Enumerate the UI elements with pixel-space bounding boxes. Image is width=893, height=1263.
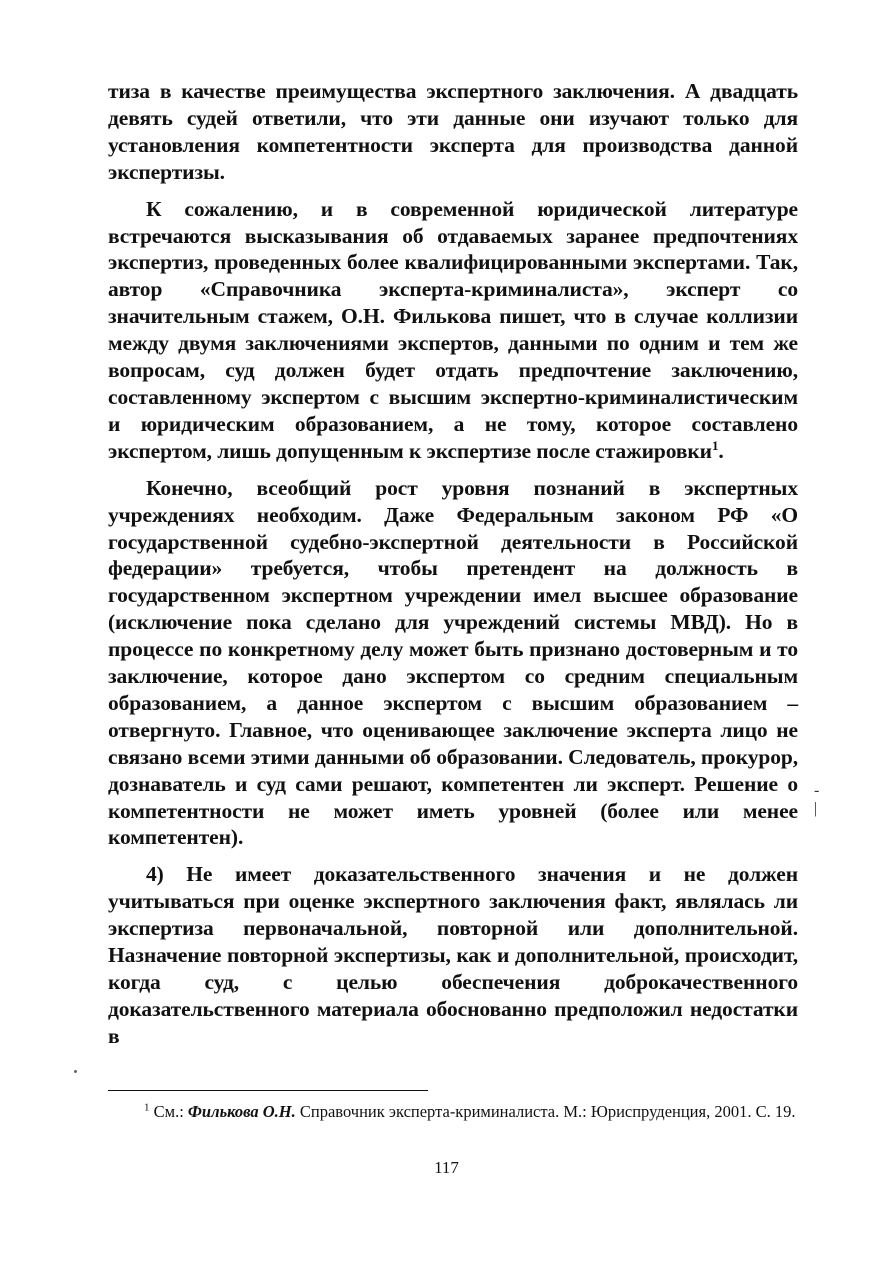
paragraph-4 [108, 861, 798, 1049]
margin-mark: - | [814, 782, 820, 817]
paragraph-3 [108, 475, 798, 852]
margin-dot [74, 1070, 77, 1073]
footnote [108, 1100, 798, 1123]
paragraph-2-text: К сожалению, и в современной юридической литературе встречаются высказывания об отдаваемых заранее предпочтениях экспертиз, проведенных более квалифицированными экспертами. Так, автор «Справочника эксперта-криминалиста», эксперт со значительным стажем, О.Н. Филькова пишет, что в случае коллизии между двумя заключениями экспертов, данными по одним и тем же вопросам, суд должен будет отдать предпочтение заключению, составленному экспертом с высшим экспертно-криминалистическим и юридическим образованием, а не тому, которое составлено экспертом, лишь допущенным к экспертизе после стажировки [108, 196, 798, 463]
footnote-prefix: См.: [149, 1102, 188, 1121]
footnote-reference[interactable]: 1 [711, 437, 719, 453]
footnote-author: Филькова О.Н. [187, 1102, 296, 1121]
paragraph-1 [108, 78, 798, 186]
page-number: 117 [434, 1158, 459, 1177]
paragraph-2-tail: . [718, 438, 724, 463]
footnote-number: 1 [144, 1101, 150, 1114]
paragraph-4-text: 4) Не имеет доказательственного значения и не должен учитываться при оценке экспертного заключения факт, являлась ли экспертиза первоначальной, повторной или дополнительной. Назначение повторной экспертизы, как и дополнительной, происходит, когда суд, с целью обеспечения доброкачественного доказательственного материала обоснованно предположил недостатки в [108, 862, 798, 1048]
paragraph-3-text: Конечно, всеобщий рост уровня познаний в экспертных учреждениях необходим. Даже Федеральным законом РФ «О государственной судебно-экспертной деятельности в Российской федерации» требуется, чтобы претендент на должность в государственном экспертном учреждении имел высшее образование (исключение пока сделано для учреждений системы МВД). Но в процессе по конкретному делу может быть признано достоверным и то заключение, которое дано экспертом со средним специальным образованием, а данное экспертом с высшим образованием – отвергнуто. Главное, что оценивающее заключение эксперта лицо не связано всеми этими данными об образовании. Следователь, прокурор, дознаватель и суд сами решают, компетентен ли эксперт. Решение о компетентности не может иметь уровней (более или менее компетентен). [108, 475, 798, 850]
paragraph-1-text: тиза в качестве преимущества экспертного заключения. А двадцать девять судей ответили, что эти данные они изучают только для установления компетентности эксперта для производства данной экспертизы. [108, 79, 798, 184]
page-body [108, 78, 798, 1060]
footnote-citation: Справочник эксперта-криминалиста. М.: Юриспруденция, 2001. С. 19. [295, 1102, 796, 1121]
paragraph-2 [108, 196, 798, 465]
footnote-divider [108, 1090, 428, 1091]
